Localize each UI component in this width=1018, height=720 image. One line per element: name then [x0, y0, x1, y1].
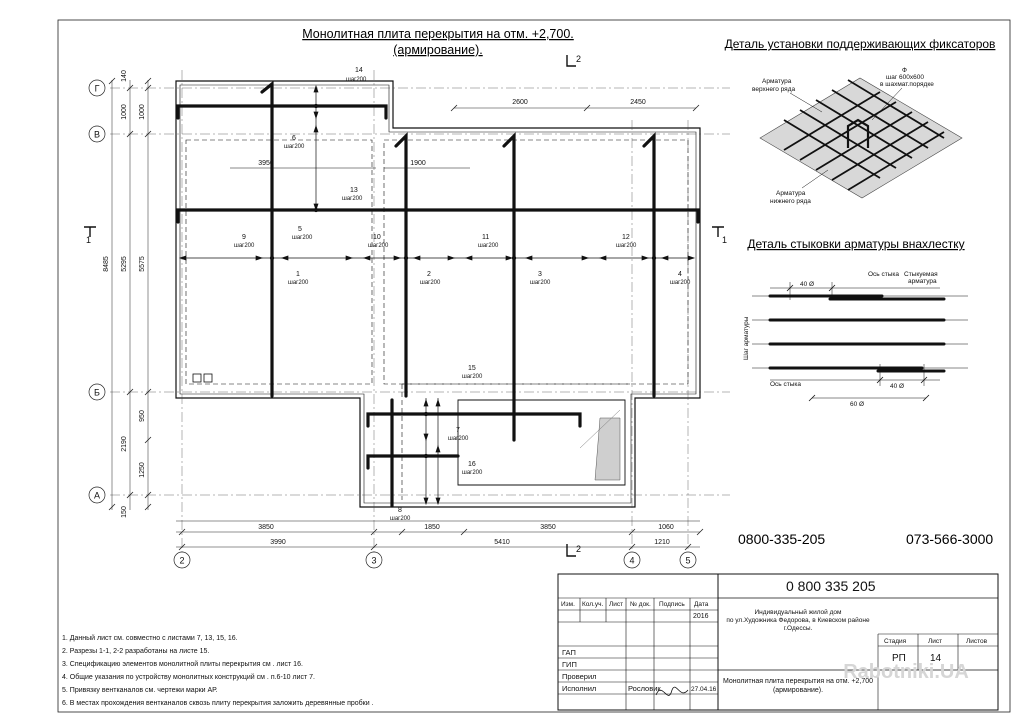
- svg-text:6: 6: [292, 135, 296, 142]
- svg-text:шаг200: шаг200: [288, 280, 309, 286]
- dim-text: 2190: [121, 436, 128, 452]
- bar-label-8: [390, 507, 411, 522]
- stamp-executor: Рословик: [628, 684, 661, 693]
- section-mark-label: 1: [86, 235, 92, 245]
- svg-text:14: 14: [355, 67, 363, 74]
- svg-text:11: 11: [482, 234, 490, 241]
- bar-label-1: [288, 271, 309, 286]
- stamp-col: Кол.уч.: [582, 601, 604, 608]
- axis-label-row: В: [93, 129, 101, 140]
- svg-text:шаг200: шаг200: [342, 196, 363, 202]
- dim-text: 2450: [630, 99, 646, 106]
- note-item: 6. В местах прохождения вентканалов сквозь плиту перекрытия заложить деревянные пробки .: [62, 700, 374, 707]
- svg-text:4: 4: [678, 271, 682, 278]
- note-item: 3. Спецификацию элементов монолитной плиты перекрытия см . лист 16.: [62, 661, 303, 668]
- svg-text:1: 1: [296, 271, 300, 278]
- detail1-label: верхнего ряда: [752, 86, 796, 93]
- bar-label-11: [478, 234, 499, 249]
- dim-text: 5575: [139, 256, 146, 272]
- dim-text: 3850: [258, 524, 274, 531]
- svg-text:шаг200: шаг200: [670, 280, 691, 286]
- bar-label-7: [448, 427, 469, 442]
- svg-text:шаг200: шаг200: [530, 280, 551, 286]
- stamp-col: Подпись: [659, 601, 685, 608]
- dim-text: 1900: [410, 160, 426, 167]
- svg-text:3: 3: [538, 271, 542, 278]
- stamp-col: № док.: [630, 601, 651, 608]
- detail1-label: Арматура: [762, 78, 792, 85]
- dim-text: 1000: [139, 104, 146, 120]
- axis-label-row: Б: [94, 387, 100, 398]
- stamp-date: 27.04.16: [691, 686, 717, 693]
- svg-text:шаг200: шаг200: [390, 516, 411, 522]
- svg-text:шаг200: шаг200: [368, 243, 389, 249]
- detail2-label: Шаг арматуры: [743, 316, 750, 360]
- stamp-project: Индивидуальный жилой дом: [754, 609, 842, 616]
- stamp-role: Проверил: [562, 672, 597, 681]
- dim-text: 8485: [103, 256, 110, 272]
- dim-text: 1250: [139, 462, 146, 478]
- stamp-col: Изм.: [561, 601, 575, 608]
- bar-label-13: [342, 187, 363, 202]
- detail2-label: 60 Ø: [850, 401, 865, 408]
- phone-number-1: 0800-335-205: [738, 531, 826, 547]
- axis-label-col: 5: [685, 555, 691, 566]
- svg-text:2: 2: [427, 271, 431, 278]
- svg-text:9: 9: [242, 234, 246, 241]
- svg-text:7: 7: [456, 427, 460, 434]
- notes: [62, 634, 374, 707]
- dim-text: 1000: [121, 104, 128, 120]
- svg-text:10: 10: [373, 234, 381, 241]
- detail2-label: 40 Ø: [800, 281, 815, 288]
- bar-label-16: [462, 461, 483, 476]
- stamp-col: Лист: [609, 601, 624, 608]
- stamp-sheet-no: 14: [930, 653, 942, 664]
- stamp-sheet-title: Монолитная плита перекрытия на отм. +2,700: [722, 678, 874, 685]
- svg-text:13: 13: [350, 187, 358, 194]
- stamp-sheet-title: (армирование).: [772, 687, 824, 694]
- svg-text:8: 8: [398, 507, 402, 514]
- svg-text:16: 16: [468, 461, 476, 468]
- detail1-title: Деталь установки поддерживающих фиксаторов: [724, 37, 996, 51]
- dim-text: 1850: [424, 524, 440, 531]
- detail1-label: Ф: [902, 67, 907, 74]
- bar-label-12: [616, 234, 637, 249]
- plan-subtitle: (армирование).: [393, 43, 483, 57]
- axis-label-col: 3: [371, 555, 377, 566]
- bar-label-10: [368, 234, 389, 249]
- dim-text: 1060: [658, 524, 674, 531]
- detail2-label: 40 Ø: [890, 383, 905, 390]
- detail1-label: Арматура: [776, 190, 806, 197]
- bar-label-9: [234, 234, 255, 249]
- svg-text:15: 15: [468, 365, 476, 372]
- stamp-role: Исполнил: [562, 684, 597, 693]
- stamp-project: г.Одессы.: [783, 625, 813, 632]
- bar-label-15: [462, 365, 483, 380]
- stamp-role: ГИП: [562, 660, 577, 669]
- dim-text: 950: [139, 410, 146, 422]
- section-mark-label: 2: [576, 544, 582, 554]
- section-mark-label: 2: [576, 54, 582, 64]
- svg-text:шаг200: шаг200: [448, 436, 469, 442]
- detail2-label: арматура: [908, 278, 937, 285]
- svg-text:шаг200: шаг200: [284, 144, 305, 150]
- axis-label-col: 4: [629, 555, 635, 566]
- phone-number-2: 073-566-3000: [906, 531, 994, 547]
- stamp-project: по ул.Художника Федорова, в Киевском районе: [726, 617, 870, 624]
- stamp-stage: РП: [892, 653, 906, 664]
- axis-label-row: Г: [94, 83, 100, 94]
- detail1-mesh: [760, 78, 962, 198]
- bar-label-5: [292, 226, 313, 241]
- plan-title: Монолитная плита перекрытия на отм. +2,700.: [302, 27, 574, 41]
- stamp-role: ГАП: [562, 648, 576, 657]
- svg-text:5: 5: [298, 226, 302, 233]
- detail2-label: Ось стыка: [770, 381, 801, 388]
- dim-text: 150: [121, 506, 128, 518]
- detail2-label: Стыкуемая: [904, 271, 938, 278]
- dim-text: 140: [121, 70, 128, 82]
- axis-lines: [110, 70, 730, 552]
- note-item: 2. Разрезы 1-1, 2-2 разработаны на листе 15.: [62, 648, 210, 655]
- dim-text: 3850: [540, 524, 556, 531]
- bar-label-2: [420, 271, 441, 286]
- svg-text:шаг200: шаг200: [616, 243, 637, 249]
- svg-text:12: 12: [622, 234, 630, 241]
- bar-label-6: [284, 135, 305, 150]
- svg-text:шаг200: шаг200: [346, 77, 367, 83]
- axis-label-col: 2: [179, 555, 185, 566]
- stamp-year: 2016: [693, 613, 709, 620]
- watermark: Rabotniki.UA: [843, 661, 969, 683]
- svg-text:шаг200: шаг200: [462, 470, 483, 476]
- dim-text: 5295: [121, 256, 128, 272]
- detail1-label: шаг 600х600: [886, 74, 924, 81]
- note-item: 4. Общие указания по устройству монолитных конструкций см . п.6-10 лист 7.: [62, 674, 315, 681]
- svg-text:шаг200: шаг200: [420, 280, 441, 286]
- detail1-label: в шахмат.порядке: [880, 81, 934, 88]
- note-item: 5. Привязку вентканалов см. чертежи марки АР.: [62, 687, 218, 694]
- bar-label-3: [530, 271, 551, 286]
- svg-text:шаг200: шаг200: [462, 374, 483, 380]
- detail2-label: Ось стыка: [868, 271, 899, 278]
- axis-label-row: А: [93, 490, 101, 501]
- svg-text:шаг200: шаг200: [234, 243, 255, 249]
- dim-text: 1210: [654, 539, 670, 546]
- detail1-label: нижнего ряда: [770, 198, 811, 205]
- svg-text:шаг200: шаг200: [478, 243, 499, 249]
- svg-text:шаг200: шаг200: [292, 235, 313, 241]
- stamp-head: Стадия: [884, 638, 907, 645]
- phone-number-3: 0 800 335 205: [786, 578, 876, 594]
- dim-text: 3990: [270, 539, 286, 546]
- detail2-title: Деталь стыковки арматуры внахлестку: [747, 237, 965, 251]
- dim-text: 3950: [258, 160, 274, 167]
- note-item: 1. Данный лист см. совместно с листами 7, 13, 15, 16.: [62, 635, 238, 642]
- bar-label-14: [346, 67, 367, 83]
- section-mark-label: 1: [722, 235, 728, 245]
- dim-text: 5410: [494, 539, 510, 546]
- dim-text: 2600: [512, 99, 528, 106]
- stamp-col: Дата: [694, 601, 709, 608]
- stamp-head: Лист: [928, 638, 943, 645]
- stamp-head: Листов: [966, 638, 988, 645]
